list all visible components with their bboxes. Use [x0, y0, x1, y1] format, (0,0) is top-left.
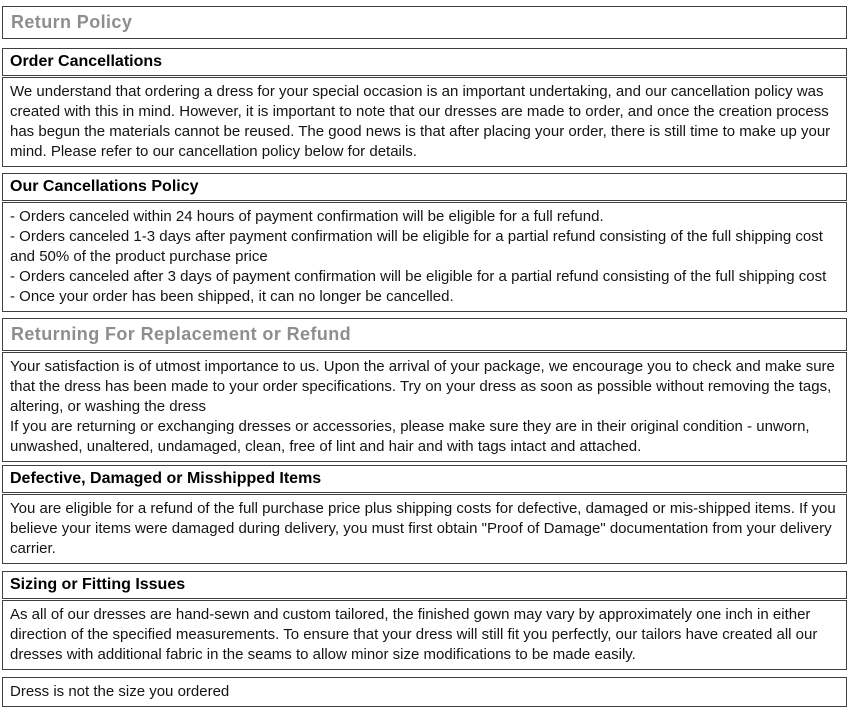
- section-cancellations-policy: [2, 173, 847, 312]
- policy-item: - Once your order has been shipped, it can no longer be cancelled.: [10, 288, 454, 305]
- defective-heading: Defective, Damaged or Misshipped Items: [2, 465, 847, 493]
- section-returning: [2, 318, 847, 462]
- section-defective: [2, 465, 847, 564]
- page-title: Return Policy: [2, 6, 847, 39]
- policy-item: - Orders canceled after 3 days of payment confirmation will be eligible for a partial refund consisting of the full shipping cost: [10, 268, 827, 285]
- policy-item: - Orders canceled 1-3 days after payment confirmation will be eligible for a partial refund consisting of the full shipping cost and 50% of the product purchase price: [10, 228, 823, 265]
- defective-text: You are eligible for a refund of the full purchase price plus shipping costs for defective, damaged or mis-shipped items. If you believe your items were damaged during delivery, you must first obtain "Proof of Damage" documentation from your delivery carrier.: [2, 494, 847, 564]
- cancellations-policy-list: [2, 202, 847, 312]
- cancellations-policy-heading: Our Cancellations Policy: [2, 173, 847, 201]
- sizing-heading: Sizing or Fitting Issues: [2, 571, 847, 599]
- section-order-cancellations: [2, 48, 847, 167]
- policy-item: - Orders canceled within 24 hours of payment confirmation will be eligible for a full refund.: [10, 208, 604, 225]
- returning-paragraph: If you are returning or exchanging dresses or accessories, please make sure they are in their original condition - unworn, unwashed, unaltered, undamaged, clean, free of lint and hair and with tags intact and attached.: [10, 418, 810, 455]
- section-sizing: [2, 571, 847, 670]
- size-issue-note: Dress is not the size you ordered: [2, 677, 847, 707]
- returning-paragraph: Your satisfaction is of utmost importance to us. Upon the arrival of your package, we encourage you to check and make sure that the dress has been made to your order specifications. Try on your dress as soon as possible without removing the tags, altering, or washing the dress: [10, 358, 835, 415]
- sizing-text: As all of our dresses are hand-sewn and custom tailored, the finished gown may vary by approximately one inch in either direction of the specified measurements. To ensure that your dress will still fit you perfectly, our tailors have created all our dresses with additional fabric in the seams to allow minor size modifications to be made easily.: [2, 600, 847, 670]
- order-cancellations-heading: Order Cancellations: [2, 48, 847, 76]
- returning-heading: Returning For Replacement or Refund: [2, 318, 847, 351]
- returning-text: [2, 352, 847, 462]
- order-cancellations-text: We understand that ordering a dress for your special occasion is an important undertaking, and our cancellation policy was created with this in mind. However, it is important to note that our dresses are made to order, and once the creation process has begun the materials cannot be reused. The good news is that after placing your order, there is still time to make up your mind. Please refer to our cancellation policy below for details.: [2, 77, 847, 167]
